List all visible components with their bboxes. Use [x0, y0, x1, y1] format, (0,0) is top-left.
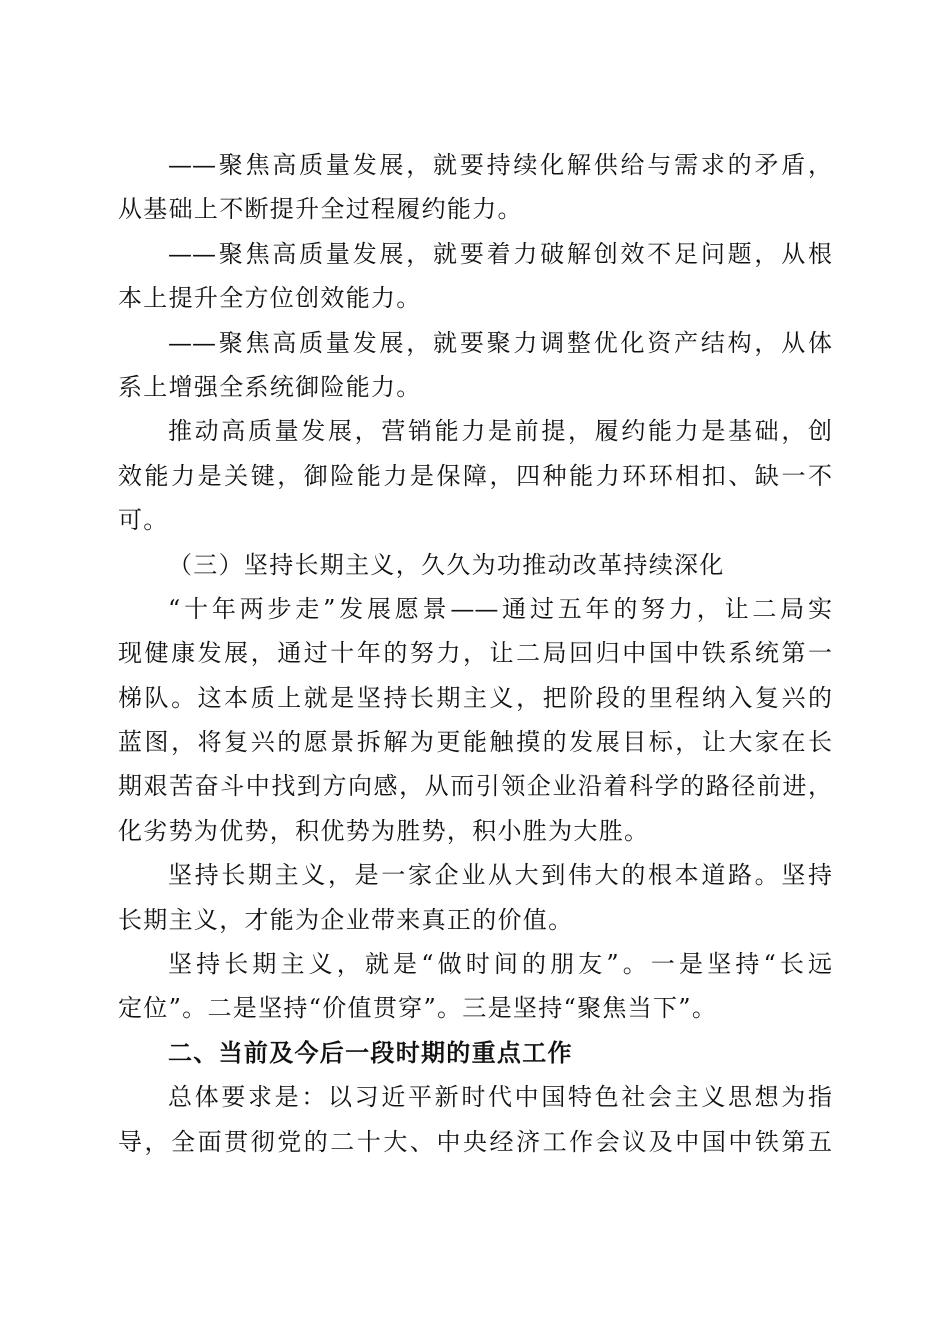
document-page [118, 143, 832, 1164]
paragraph [118, 587, 832, 853]
text-line: 蓝图，将复兴的愿景拆解为更能触摸的发展目标，让大家在长 [118, 728, 832, 757]
text-line: 期艰苦奋斗中找到方向感，从而引领企业沿着科学的路径前进， [118, 772, 832, 801]
text-line: 定位”。二是坚持“价值贯穿”。三是坚持“聚焦当下”。 [118, 994, 718, 1023]
text-line: ——聚焦高质量发展，就要着力破解创效不足问题，从根 [168, 239, 832, 268]
text-line: 现健康发展，通过十年的努力，让二局回归中国中铁系统第一 [118, 639, 832, 668]
text-line: （三）坚持长期主义，久久为功推动改革持续深化 [168, 550, 725, 579]
paragraph [118, 1075, 832, 1164]
text-line: 梯队。这本质上就是坚持长期主义，把阶段的里程纳入复兴的 [118, 683, 832, 712]
paragraph [118, 942, 832, 1031]
subsection-heading [118, 543, 832, 587]
text-line: 二、当前及今后一段时期的重点工作 [168, 1038, 573, 1067]
text-line: 总体要求是：以习近平新时代中国特色社会主义思想为指 [168, 1083, 832, 1112]
text-line: ——聚焦高质量发展，就要持续化解供给与需求的矛盾， [168, 151, 832, 179]
text-line: 效能力是关键，御险能力是保障，四种能力环环相扣、缺一不 [118, 461, 832, 490]
text-line: 长期主义，才能为企业带来真正的价值。 [118, 905, 574, 934]
text-line: ——聚焦高质量发展，就要聚力调整优化资产结构，从体 [168, 328, 832, 357]
paragraph [118, 321, 832, 410]
paragraph [118, 143, 832, 232]
text-line: 化劣势为优势，积优势为胜势，积小胜为大胜。 [118, 816, 650, 845]
text-line: 坚持长期主义，是一家企业从大到伟大的根本道路。坚持 [168, 861, 832, 890]
paragraph [118, 853, 832, 942]
text-line: 坚持长期主义，就是“做时间的朋友”。一是坚持“长远 [168, 950, 832, 979]
paragraph [118, 409, 832, 542]
text-line: 系上增强全系统御险能力。 [118, 372, 422, 401]
text-line: 本上提升全方位创效能力。 [118, 284, 422, 313]
text-line: 导，全面贯彻党的二十大、中央经济工作会议及中国中铁第五 [118, 1127, 832, 1156]
text-line: 推动高质量发展，营销能力是前提，履约能力是基础，创 [168, 417, 832, 446]
paragraph [118, 232, 832, 321]
text-line: “十年两步走”发展愿景——通过五年的努力，让二局实 [168, 594, 832, 623]
text-line: 可。 [118, 506, 169, 535]
section-heading [118, 1031, 832, 1075]
text-line: 从基础上不断提升全过程履约能力。 [118, 195, 523, 224]
